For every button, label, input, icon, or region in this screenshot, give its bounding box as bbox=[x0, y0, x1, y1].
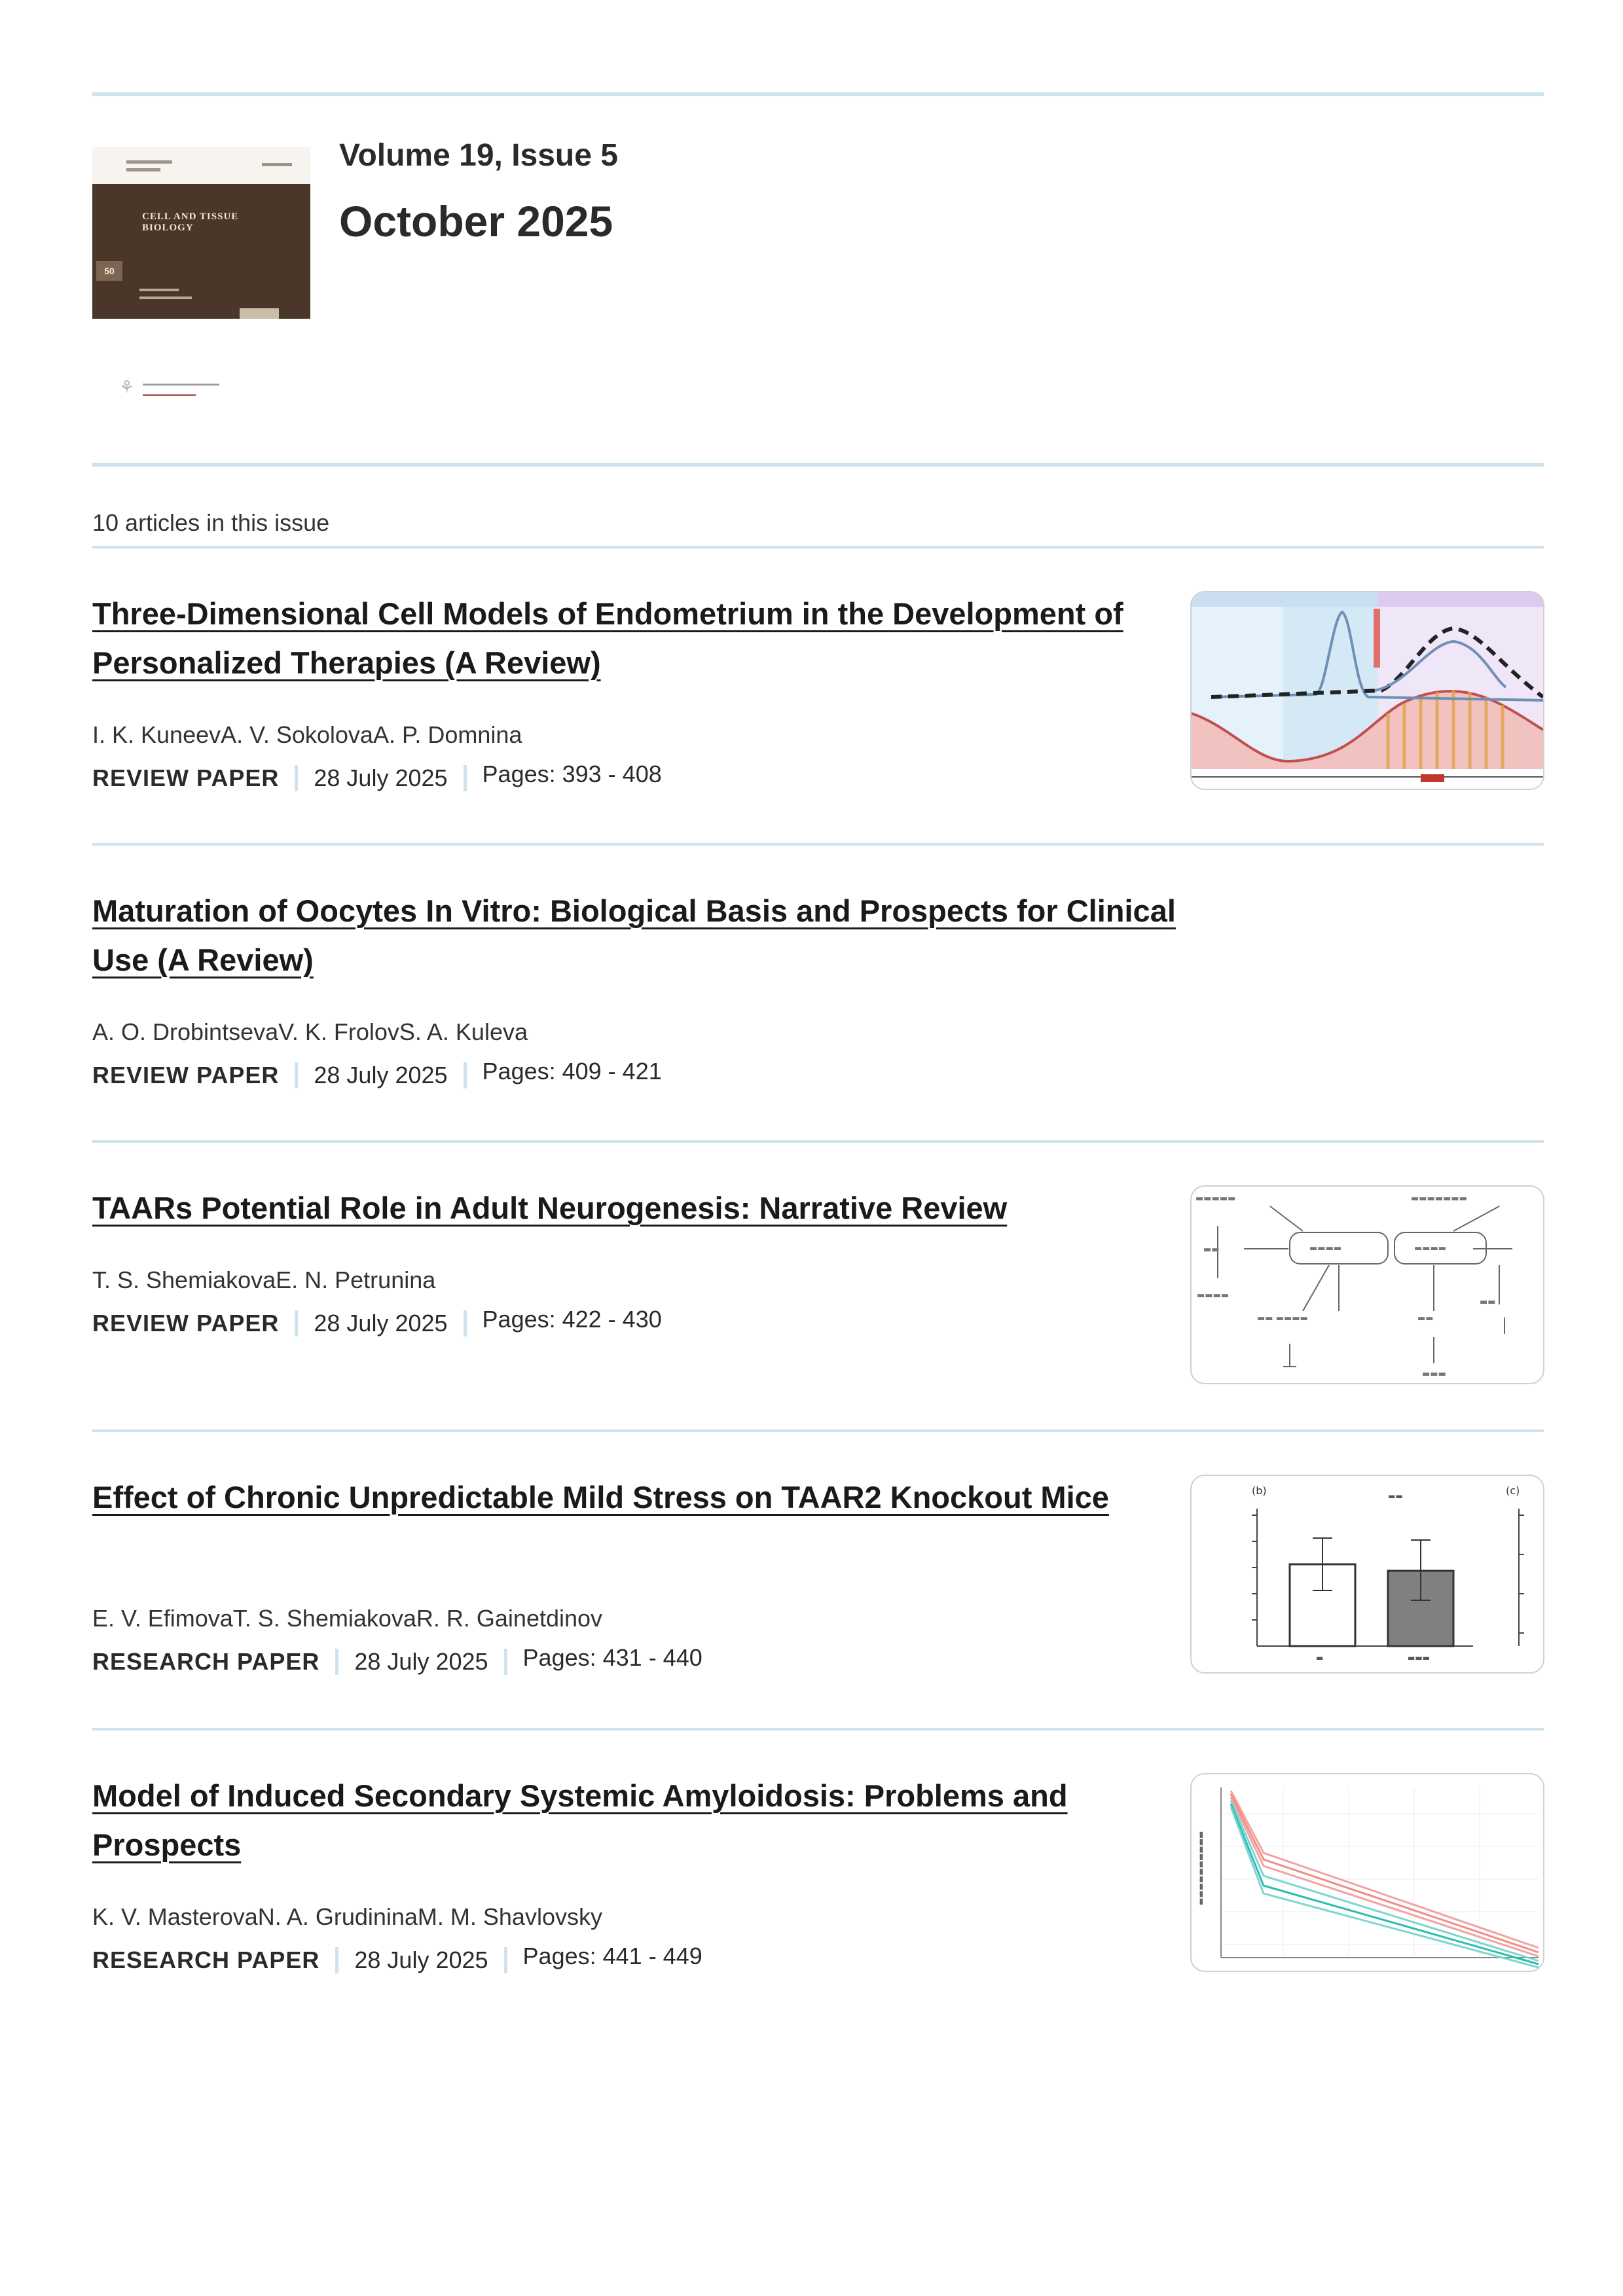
article-date-4: 28 July 2025 bbox=[354, 1648, 488, 1675]
header-divider bbox=[92, 463, 1544, 467]
cover-header bbox=[92, 147, 310, 184]
svg-text:▬▬▬▬: ▬▬▬▬ bbox=[1309, 1244, 1342, 1253]
article-pages-3: Pages: 422 - 430 bbox=[482, 1306, 662, 1333]
svg-text:▬▬: ▬▬ bbox=[1417, 1314, 1434, 1323]
cover-anniversary-badge: 50 bbox=[96, 261, 122, 281]
journal-cover-image[interactable] bbox=[92, 147, 310, 319]
article-date-3: 28 July 2025 bbox=[314, 1310, 448, 1336]
svg-text:▬▬: ▬▬ bbox=[1203, 1245, 1220, 1255]
meta-separator bbox=[504, 1947, 507, 1973]
article-link-1[interactable]: Three-Dimensional Cell Models of Endometrium in the Development of Personalized Therapies (A Review) bbox=[92, 596, 1123, 680]
article-divider bbox=[92, 843, 1544, 846]
svg-text:▬▬▬▬: ▬▬▬▬ bbox=[1197, 1291, 1230, 1300]
meta-separator bbox=[295, 765, 298, 791]
svg-text:▬▬▬: ▬▬▬ bbox=[1408, 1653, 1431, 1662]
article-title-4 bbox=[92, 1473, 1179, 1522]
svg-text:▬▬▬▬▬: ▬▬▬▬▬ bbox=[1195, 1194, 1236, 1204]
article-authors-3: T. S. ShemiakovaE. N. Petrunina bbox=[92, 1266, 436, 1293]
article-date-2: 28 July 2025 bbox=[314, 1062, 448, 1088]
bar-chart-figure-icon bbox=[1192, 1476, 1543, 1672]
article-type-5: RESEARCH PAPER bbox=[92, 1946, 320, 1973]
article-meta-4 bbox=[92, 1644, 702, 1676]
article-link-4[interactable]: Effect of Chronic Unpredictable Mild Stress on TAAR2 Knockout Mice bbox=[92, 1480, 1109, 1515]
svg-text:▬▬: ▬▬ bbox=[1480, 1297, 1496, 1307]
svg-text:(b): (b) bbox=[1252, 1484, 1267, 1497]
neurogenesis-diagram-icon bbox=[1192, 1187, 1543, 1383]
article-link-5[interactable]: Model of Induced Secondary Systemic Amyloidosis: Problems and Prospects bbox=[92, 1778, 1068, 1862]
meta-separator bbox=[504, 1649, 507, 1675]
article-count: 10 articles in this issue bbox=[92, 509, 330, 536]
article-date-5: 28 July 2025 bbox=[354, 1946, 488, 1973]
meta-separator bbox=[295, 1062, 298, 1088]
list-top-divider bbox=[92, 546, 1544, 548]
article-meta-1 bbox=[92, 761, 662, 792]
article-meta-3 bbox=[92, 1306, 662, 1337]
svg-text:▬▬▬▬▬▬▬: ▬▬▬▬▬▬▬ bbox=[1411, 1194, 1467, 1204]
endometrium-figure-icon bbox=[1192, 592, 1543, 789]
meta-separator bbox=[295, 1310, 298, 1336]
article-link-3[interactable]: TAARs Potential Role in Adult Neurogenesis: Narrative Review bbox=[92, 1191, 1008, 1225]
publisher-logo: ⚘ ▬▬▬▬▬▬▬▬▬▬▬▬▬ ▬▬▬▬▬▬▬▬▬ bbox=[119, 377, 219, 397]
article-title-5 bbox=[92, 1771, 1179, 1869]
article-thumbnail-4[interactable] bbox=[1190, 1475, 1544, 1674]
svg-text:▬▬ ▬▬▬▬: ▬▬ ▬▬▬▬ bbox=[1257, 1314, 1308, 1323]
article-authors-2: A. O. DrobintsevaV. K. FrolovS. A. Kuleva bbox=[92, 1018, 528, 1045]
article-title-2 bbox=[92, 886, 1179, 984]
article-authors-4: E. V. EfimovaT. S. ShemiakovaR. R. Gainetdinov bbox=[92, 1605, 603, 1632]
article-link-2[interactable]: Maturation of Oocytes In Vitro: Biological Basis and Prospects for Clinical Use (A Review) bbox=[92, 893, 1176, 977]
cover-title: CELL AND TISSUE BIOLOGY bbox=[142, 211, 239, 233]
article-divider bbox=[92, 1429, 1544, 1432]
top-divider bbox=[92, 92, 1544, 96]
article-type-3: REVIEW PAPER bbox=[92, 1310, 280, 1336]
meta-separator bbox=[464, 1062, 467, 1088]
article-thumbnail-5[interactable] bbox=[1190, 1773, 1544, 1972]
meta-separator bbox=[464, 765, 467, 791]
article-meta-2 bbox=[92, 1058, 662, 1089]
article-title-3 bbox=[92, 1183, 1179, 1232]
issue-date: October 2025 bbox=[339, 197, 613, 245]
publisher-mark-icon: ⚘ bbox=[119, 377, 135, 397]
article-thumbnail-3[interactable] bbox=[1190, 1185, 1544, 1384]
meta-separator bbox=[335, 1947, 338, 1973]
article-meta-5 bbox=[92, 1943, 702, 1974]
svg-text:▬▬▬▬: ▬▬▬▬ bbox=[1414, 1244, 1447, 1253]
svg-text:▬▬▬▬▬▬▬▬▬▬: ▬▬▬▬▬▬▬▬▬▬ bbox=[1196, 1831, 1205, 1905]
article-type-1: REVIEW PAPER bbox=[92, 764, 280, 791]
article-authors-1: I. K. KuneevA. V. SokolovaA. P. Domnina bbox=[92, 721, 522, 748]
article-type-2: REVIEW PAPER bbox=[92, 1062, 280, 1088]
article-divider bbox=[92, 1728, 1544, 1731]
article-pages-4: Pages: 431 - 440 bbox=[522, 1644, 702, 1671]
article-type-4: RESEARCH PAPER bbox=[92, 1648, 320, 1675]
meta-separator bbox=[335, 1649, 338, 1675]
cover-body bbox=[92, 184, 310, 319]
article-divider bbox=[92, 1140, 1544, 1143]
article-pages-1: Pages: 393 - 408 bbox=[482, 761, 662, 787]
svg-text:▬▬: ▬▬ bbox=[1388, 1492, 1403, 1501]
svg-text:▬▬▬: ▬▬▬ bbox=[1422, 1369, 1446, 1379]
svg-text:▬: ▬ bbox=[1316, 1653, 1324, 1662]
article-authors-5: K. V. MasterovaN. A. GrudininaM. M. Shavlovsky bbox=[92, 1903, 602, 1930]
article-title-1 bbox=[92, 589, 1179, 687]
article-pages-2: Pages: 409 - 421 bbox=[482, 1058, 662, 1085]
svg-text:(c): (c) bbox=[1506, 1484, 1520, 1497]
article-pages-5: Pages: 441 - 449 bbox=[522, 1943, 702, 1969]
line-chart-figure-icon bbox=[1192, 1774, 1543, 1971]
article-thumbnail-1[interactable] bbox=[1190, 591, 1544, 790]
volume-issue-label: Volume 19, Issue 5 bbox=[339, 138, 618, 173]
meta-separator bbox=[464, 1310, 467, 1336]
article-date-1: 28 July 2025 bbox=[314, 764, 448, 791]
